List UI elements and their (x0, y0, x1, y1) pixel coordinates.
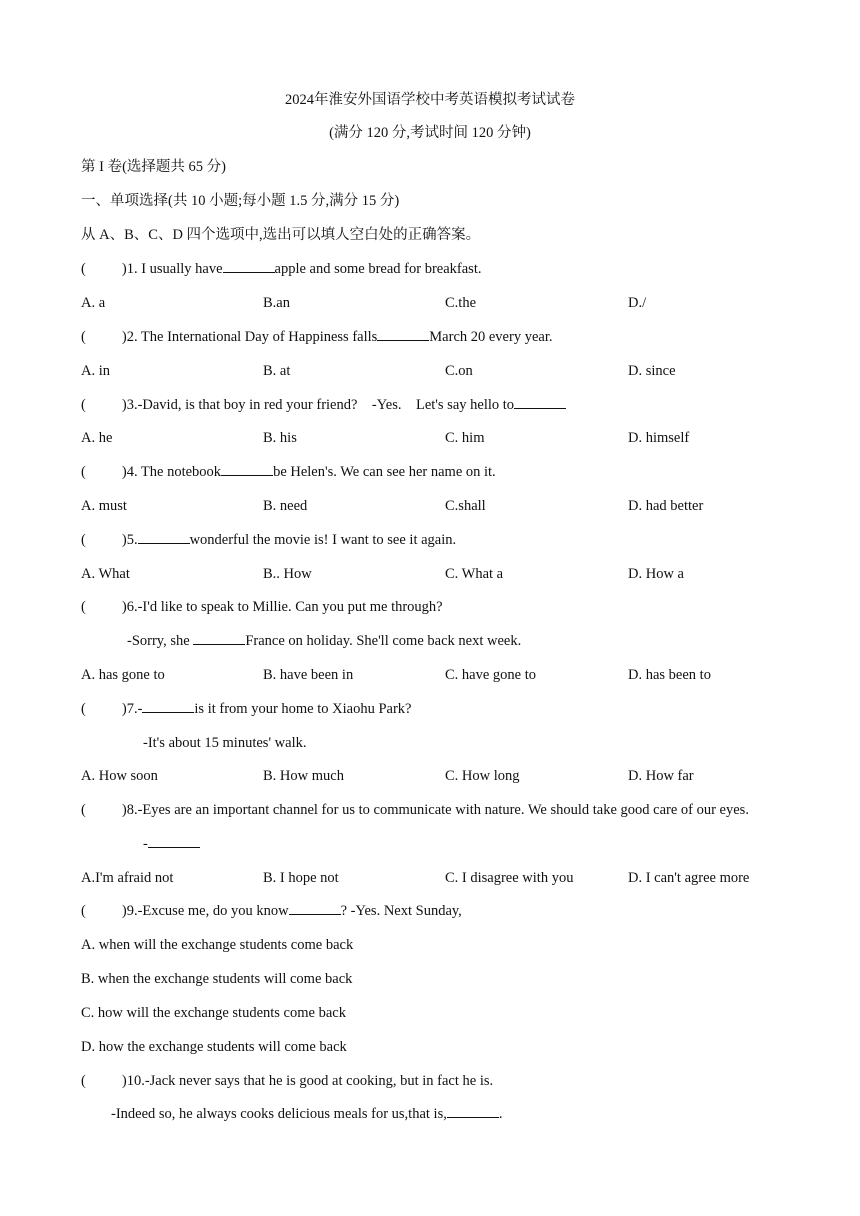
option-b[interactable]: B. have been in (263, 667, 354, 683)
question-7-reply: -It's about 15 minutes' walk. (143, 735, 307, 751)
answer-blank[interactable] (514, 396, 566, 409)
option-c[interactable]: C. have gone to (445, 667, 537, 683)
option-b[interactable]: B. I hope not (263, 870, 339, 886)
exam-title: 2024年淮安外国语学校中考英语模拟考试试卷 (285, 92, 575, 108)
exam-subtitle: (满分 120 分,考试时间 120 分钟) (329, 125, 531, 141)
option-b[interactable]: B.. How (263, 566, 312, 582)
option-d[interactable]: D. has been to (628, 667, 711, 683)
option-c[interactable]: C.on (445, 363, 473, 379)
question-6: ( )6.-I'd like to speak to Millie. Can you put me through? (81, 599, 443, 615)
question-10: ( )10.-Jack never says that he is good at cooking, but in fact he is. (81, 1073, 494, 1089)
option-d[interactable]: D. since (628, 363, 676, 379)
answer-blank[interactable] (221, 463, 273, 476)
option-c[interactable]: C. how will the exchange students come back (81, 1005, 346, 1021)
option-d[interactable]: D./ (628, 295, 647, 311)
option-c[interactable]: C. him (445, 430, 485, 446)
section-instruction: 从 A、B、C、D 四个选项中,选出可以填人空白处的正确答案。 (81, 227, 481, 243)
option-a[interactable]: A. How soon (81, 768, 158, 784)
question-8-reply: - (143, 835, 200, 853)
answer-blank[interactable] (223, 260, 275, 273)
option-b[interactable]: B.an (263, 295, 290, 311)
option-d[interactable]: D. I can't agree more (628, 870, 750, 886)
option-a[interactable]: A. must (81, 498, 127, 514)
answer-blank[interactable] (142, 700, 194, 713)
question-6-reply: -Sorry, she France on holiday. She'll come back next week. (127, 633, 522, 649)
option-c[interactable]: C. What a (445, 566, 504, 582)
option-a[interactable]: A. What (81, 566, 130, 582)
question-9: ( )9.-Excuse me, do you know ? -Yes. Next Sunday, (81, 903, 462, 919)
option-c[interactable]: C. I disagree with you (445, 870, 574, 886)
option-a[interactable]: A. in (81, 363, 110, 379)
option-b[interactable]: B. when the exchange students will come back (81, 971, 353, 987)
section-heading: 一、单项选择(共 10 小题;每小题 1.5 分,满分 15 分) (81, 193, 400, 209)
option-c[interactable]: C. How long (445, 768, 520, 784)
answer-blank[interactable] (377, 328, 429, 341)
option-d[interactable]: D. had better (628, 498, 704, 514)
option-b[interactable]: B. How much (263, 768, 344, 784)
question-4: ( )4. The notebook be Helen's. We can see her name on it. (81, 464, 496, 480)
option-a[interactable]: A.I'm afraid not (81, 870, 174, 886)
question-2: ( )2. The International Day of Happiness falls March 20 every year. (81, 329, 553, 345)
answer-blank[interactable] (289, 902, 341, 915)
answer-blank[interactable] (138, 531, 190, 544)
question-1: ( )1. I usually have apple and some bread for breakfast. (81, 261, 482, 277)
answer-blank[interactable] (148, 835, 200, 848)
option-b[interactable]: B. need (263, 498, 308, 514)
question-7: ( )7.- is it from your home to Xiaohu Park? (81, 701, 412, 717)
part-heading: 第 I 卷(选择题共 65 分) (81, 159, 226, 175)
question-5: ( )5. wonderful the movie is! I want to see it again. (81, 532, 457, 548)
option-d[interactable]: D. how the exchange students will come back (81, 1039, 347, 1055)
option-a[interactable]: A. a (81, 295, 106, 311)
option-a[interactable]: A. when will the exchange students come back (81, 937, 354, 953)
option-d[interactable]: D. How far (628, 768, 694, 784)
question-3: ( )3.-David, is that boy in red your friend? -Yes. Let's say hello to (81, 396, 566, 414)
option-b[interactable]: B. his (263, 430, 297, 446)
option-b[interactable]: B. at (263, 363, 291, 379)
answer-blank[interactable] (193, 632, 245, 645)
option-d[interactable]: D. How a (628, 566, 684, 582)
option-a[interactable]: A. he (81, 430, 113, 446)
option-d[interactable]: D. himself (628, 430, 690, 446)
option-a[interactable]: A. has gone to (81, 667, 165, 683)
question-8: ( )8.-Eyes are an important channel for us to communicate with nature. We should take good care of our eyes. (81, 802, 749, 818)
answer-blank[interactable] (447, 1105, 499, 1118)
option-c[interactable]: C.shall (445, 498, 486, 514)
question-10-reply: -Indeed so, he always cooks delicious meals for us,that is, . (111, 1106, 503, 1122)
option-c[interactable]: C.the (445, 295, 477, 311)
